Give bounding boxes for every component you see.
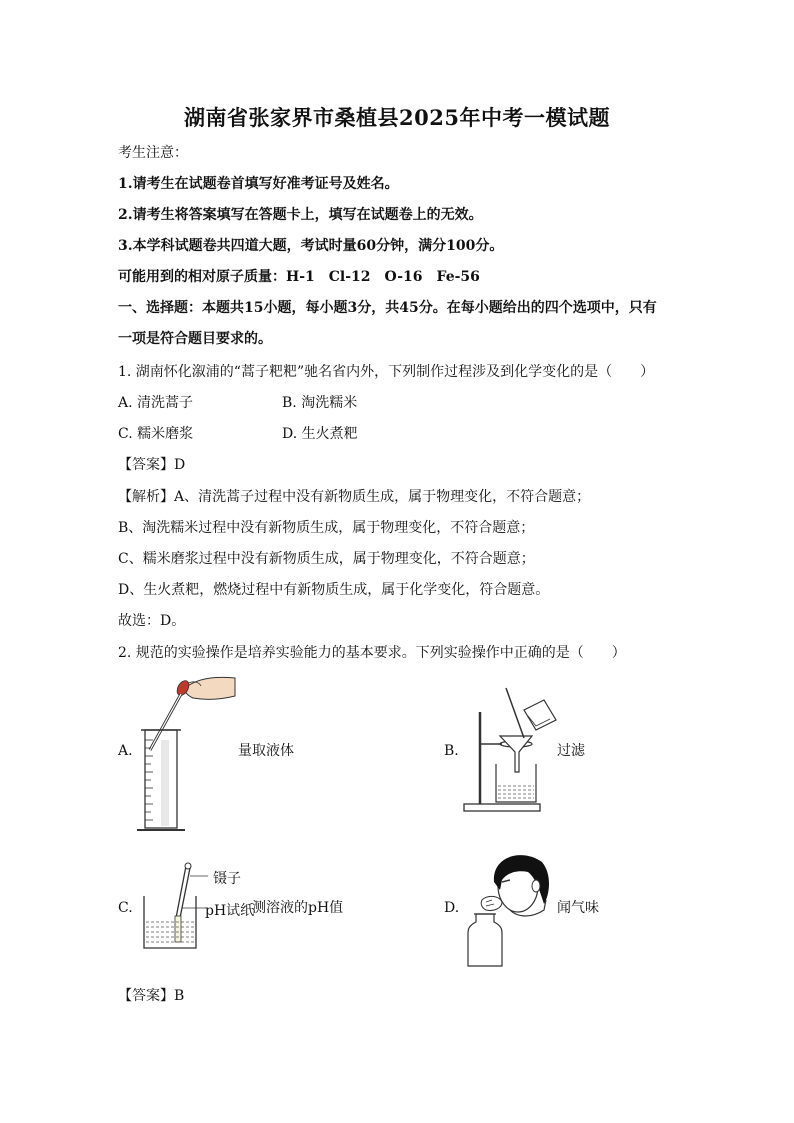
q2-option-d-letter: D.	[444, 900, 460, 916]
q2-option-c-caption: 测溶液的pH值	[252, 900, 344, 916]
q2-option-d-caption: 闻气味	[557, 900, 599, 916]
q2-option-b-caption: 过滤	[557, 743, 585, 759]
ph-test-figure	[138, 860, 208, 952]
q1-answer: 【答案】D	[118, 457, 186, 473]
filtration-apparatus-figure	[462, 686, 562, 816]
atomic-mass-line: 可能用到的相对原子质量：H-1 Cl-12 O-16 Fe-56	[118, 269, 480, 285]
q1-analysis-2: B、淘洗糯米过程中没有新物质生成，属于物理变化，不符合题意；	[118, 520, 535, 536]
page-title: 湖南省张家界市桑植县2025年中考一模试题	[184, 105, 610, 130]
q2-option-c-letter: C.	[118, 900, 133, 916]
q1-option-d: D. 生火煮粑	[282, 426, 358, 442]
notice-item-1: 1.请考生在试题卷首填写好准考证号及姓名。	[118, 176, 399, 192]
notice-heading: 考生注意：	[118, 145, 188, 161]
q1-analysis-4: D、生火煮粑，燃烧过程中有新物质生成，属于化学变化，符合题意。	[118, 582, 550, 598]
q2-answer: 【答案】B	[118, 988, 185, 1004]
graduated-cylinder-dropper-figure	[135, 670, 245, 835]
q2-option-b-letter: B.	[444, 743, 459, 759]
ph-paper-label: pH试纸	[205, 903, 255, 919]
q2-stem: 2. 规范的实验操作是培养实验能力的基本要求。下列实验操作中正确的是（ ）	[118, 645, 626, 661]
q2-option-a-caption: 量取液体	[238, 743, 294, 759]
q1-stem: 1. 湖南怀化溆浦的“蒿子粑粑”驰名省内外，下列制作过程涉及到化学变化的是（ ）	[118, 364, 655, 380]
q2-option-a-letter: A.	[118, 743, 133, 759]
notice-item-2: 2.请考生将答案填写在答题卡上，填写在试题卷上的无效。	[118, 207, 483, 223]
q1-option-b: B. 淘洗糯米	[282, 395, 358, 411]
tweezers-label: 镊子	[213, 871, 241, 887]
q1-analysis-5: 故选：D。	[118, 613, 186, 629]
q1-analysis-3: C、糯米磨浆过程中没有新物质生成，属于物理变化，不符合题意；	[118, 551, 535, 567]
smelling-gas-figure	[462, 846, 562, 970]
notice-item-3: 3.本学科试题卷共四道大题，考试时量60分钟，满分100分。	[118, 238, 504, 254]
section1-instructions-line2: 一项是符合题目要求的。	[118, 331, 272, 347]
q1-option-a: A. 清洗蒿子	[118, 395, 194, 411]
section1-instructions-line1: 一、选择题：本题共15小题，每小题3分，共45分。在每小题给出的四个选项中，只有	[118, 300, 657, 316]
q1-analysis-1: 【解析】A、清洗蒿子过程中没有新物质生成，属于物理变化，不符合题意；	[118, 489, 591, 505]
q1-option-c: C. 糯米磨浆	[118, 426, 194, 442]
